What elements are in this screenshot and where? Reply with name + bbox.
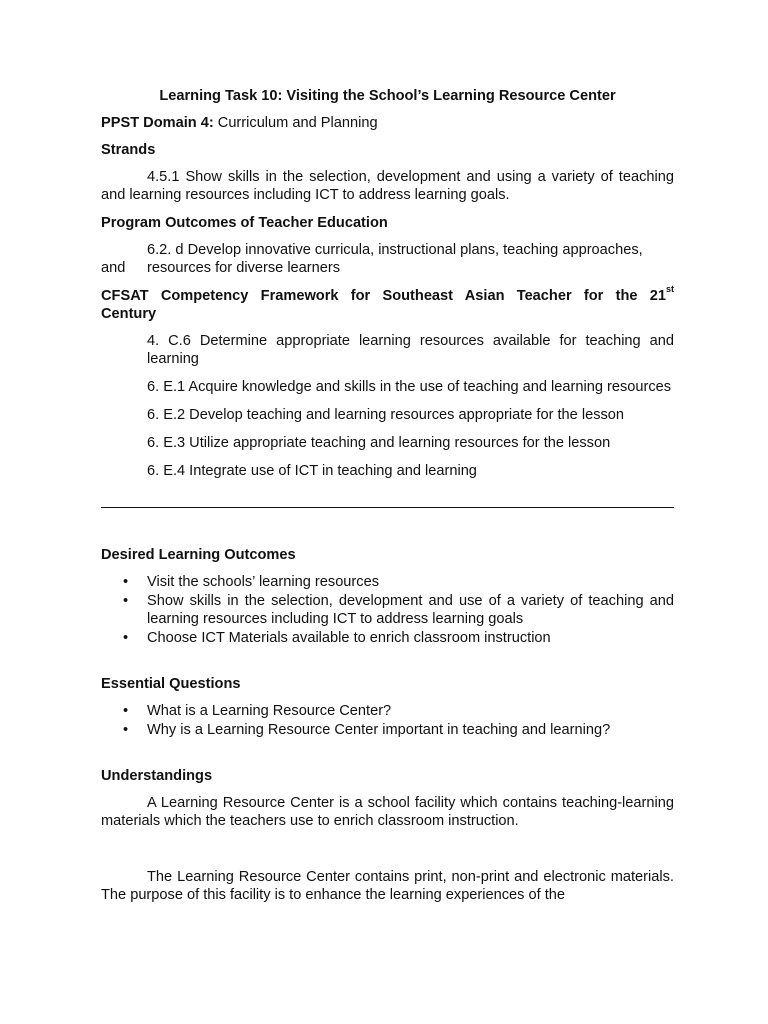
program-outcomes-text — [101, 241, 674, 277]
list-item-text: What is a Learning Resource Center? — [147, 703, 392, 719]
list-item — [101, 702, 674, 720]
strands-text: 4.5.1 Show skills in the selection, development and using a variety of teaching and learning resources including ICT to address learning goals. — [101, 169, 674, 203]
list-item-text: Why is a Learning Resource Center important in teaching and learning? — [147, 722, 611, 738]
list-item — [101, 592, 674, 628]
program-outcomes-line2-lead: and — [101, 260, 126, 276]
cfsat-item: 6. E.4 Integrate use of ICT in teaching and learning — [147, 463, 477, 479]
paragraph-spacer — [101, 840, 674, 868]
understandings-para-2: The Learning Resource Center contains print, non-print and electronic materials. The purpose of this facility is to enhance the learning experiences of the — [101, 869, 674, 903]
essential-questions-heading: Essential Questions — [101, 676, 241, 692]
list-item — [101, 721, 674, 739]
essential-questions-list — [101, 702, 674, 739]
understandings-para-1: A Learning Resource Center is a school facility which contains teaching-learning materials which the teachers use to enrich classroom instruction. — [101, 795, 674, 829]
strands-heading: Strands — [101, 142, 156, 158]
cfsat-heading-main: CFSAT Competency Framework for Southeast Asian Teacher for the 21 — [101, 288, 666, 304]
cfsat-heading-sup: st — [665, 284, 674, 295]
program-outcomes-line1: 6.2. d Develop innovative curricula, instructional plans, teaching approaches, — [147, 242, 643, 258]
section-divider — [101, 507, 674, 508]
cfsat-item: 4. C.6 Determine appropriate learning resources available for teaching and learning — [147, 333, 674, 367]
bullet-icon: • — [123, 630, 129, 646]
desired-outcomes-heading: Desired Learning Outcomes — [101, 547, 296, 563]
bullet-icon: • — [123, 593, 129, 609]
page-title: Learning Task 10: Visiting the School’s Learning Resource Center — [159, 88, 616, 104]
cfsat-item: 6. E.2 Develop teaching and learning resources appropriate for the lesson — [147, 407, 625, 423]
ppst-domain — [101, 114, 674, 132]
list-item — [101, 573, 674, 591]
list-item — [101, 629, 674, 647]
list-item-text: Visit the schools’ learning resources — [147, 574, 379, 590]
bullet-icon: • — [123, 703, 129, 719]
cfsat-item: 6. E.3 Utilize appropriate teaching and learning resources for the lesson — [147, 435, 611, 451]
desired-outcomes-list — [101, 573, 674, 647]
program-outcomes-line2 — [101, 259, 674, 277]
program-outcomes-heading: Program Outcomes of Teacher Education — [101, 215, 388, 231]
program-outcomes-line2-rest: resources for diverse learners — [147, 260, 341, 276]
ppst-value: Curriculum and Planning — [217, 115, 378, 131]
understandings-heading: Understandings — [101, 768, 213, 784]
cfsat-heading — [101, 284, 674, 305]
cfsat-heading-end: Century — [101, 306, 157, 322]
ppst-label: PPST Domain 4: — [101, 115, 214, 131]
cfsat-item: 6. E.1 Acquire knowledge and skills in the use of teaching and learning resources — [147, 379, 672, 395]
bullet-icon: • — [123, 722, 129, 738]
list-item-text: Show skills in the selection, development and use of a variety of teaching and learning resources including ICT to address learning goals — [147, 593, 674, 627]
list-item-text: Choose ICT Materials available to enrich classroom instruction — [147, 630, 551, 646]
bullet-icon: • — [123, 574, 129, 590]
